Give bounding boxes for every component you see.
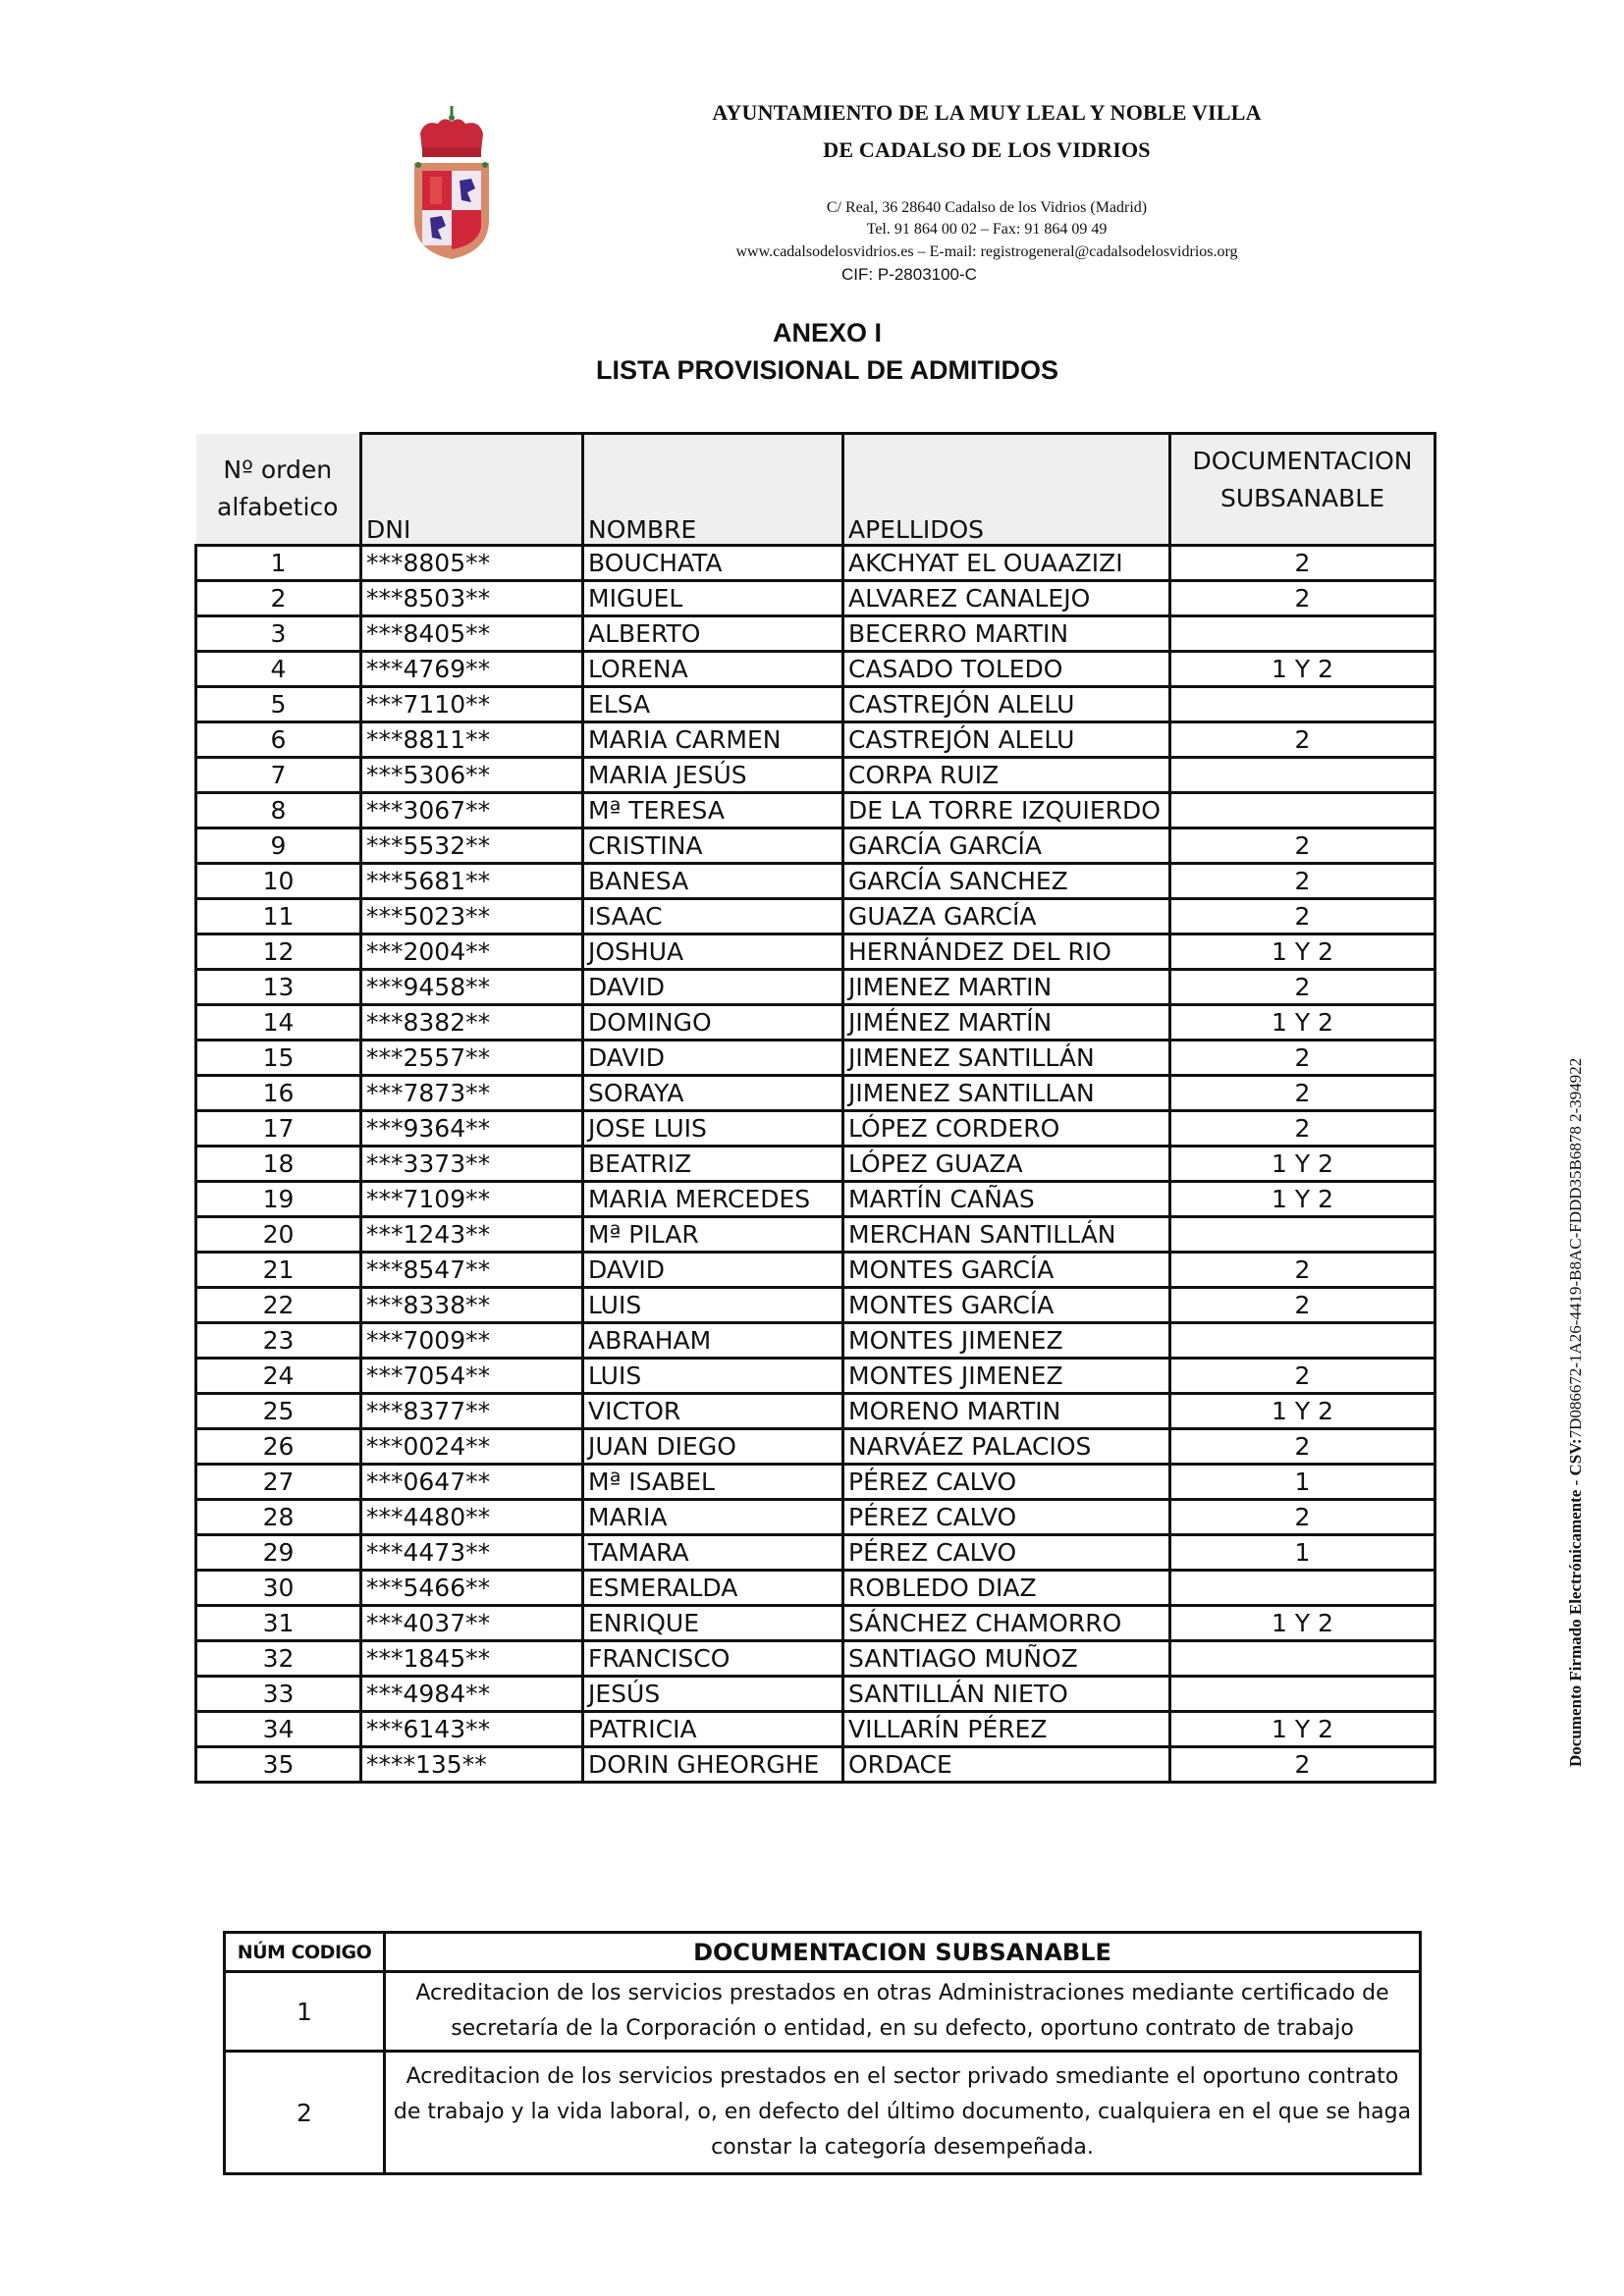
table-row [196, 1747, 1435, 1783]
cell-documentacion: 2 [1170, 722, 1435, 758]
legend-table [223, 1931, 1422, 2175]
cell-apellidos: PÉREZ CALVO [843, 1465, 1170, 1500]
cell-orden: 19 [196, 1182, 361, 1217]
phone-line: Tel. 91 864 00 02 – Fax: 91 864 09 49 [866, 221, 1108, 238]
legend-description: Acreditacion de los servicios prestados en el sector privado smediante el oportuno contrato de trabajo y la vida laboral, o, en defecto del último documento, cualquiera en el que se haga constar la categoría desempeñada. [385, 2052, 1421, 2174]
cell-nombre: MIGUEL [583, 581, 843, 616]
cell-apellidos: PÉREZ CALVO [843, 1535, 1170, 1571]
cell-nombre: BEATRIZ [583, 1147, 843, 1182]
col-header-dni: DNI [361, 434, 583, 546]
cell-documentacion: 1 [1170, 1535, 1435, 1571]
table-row [196, 1429, 1435, 1465]
cell-apellidos: MONTES JIMENEZ [843, 1359, 1170, 1394]
table-row [196, 899, 1435, 934]
legend-row [225, 1972, 1421, 2052]
cell-apellidos: MONTES GARCÍA [843, 1253, 1170, 1288]
cell-apellidos: JIMENEZ MARTIN [843, 970, 1170, 1005]
table-row [196, 1606, 1435, 1641]
table-row [196, 652, 1435, 687]
cell-documentacion: 1 Y 2 [1170, 934, 1435, 970]
cell-nombre: JOSHUA [583, 934, 843, 970]
cell-documentacion: 1 Y 2 [1170, 1394, 1435, 1429]
cell-apellidos: ORDACE [843, 1747, 1170, 1783]
cell-documentacion: 1 Y 2 [1170, 652, 1435, 687]
cell-documentacion [1170, 1217, 1435, 1253]
cell-orden: 4 [196, 652, 361, 687]
cell-apellidos: LÓPEZ CORDERO [843, 1111, 1170, 1147]
signature-csv: 7D086672-1A26-4419-B8AC-FDDD35B6878 2-394922 [1566, 1057, 1585, 1439]
cell-nombre: DAVID [583, 1253, 843, 1288]
cell-dni: ***8503** [361, 581, 583, 616]
cell-nombre: Mª TERESA [583, 793, 843, 828]
cell-apellidos: HERNÁNDEZ DEL RIO [843, 934, 1170, 970]
table-row [196, 1041, 1435, 1076]
cell-apellidos: ROBLEDO DIAZ [843, 1571, 1170, 1606]
cell-documentacion: 2 [1170, 828, 1435, 864]
cell-apellidos: CORPA RUIZ [843, 758, 1170, 793]
cell-apellidos: SANTILLÁN NIETO [843, 1677, 1170, 1712]
cell-dni: ***0647** [361, 1465, 583, 1500]
cell-apellidos: MONTES JIMENEZ [843, 1323, 1170, 1359]
cell-nombre: BANESA [583, 864, 843, 899]
cell-apellidos: NARVÁEZ PALACIOS [843, 1429, 1170, 1465]
cell-orden: 7 [196, 758, 361, 793]
cell-documentacion: 1 Y 2 [1170, 1606, 1435, 1641]
cell-orden: 17 [196, 1111, 361, 1147]
table-row [196, 1323, 1435, 1359]
cell-nombre: JESÚS [583, 1677, 843, 1712]
cell-orden: 2 [196, 581, 361, 616]
cell-dni: ***1243** [361, 1217, 583, 1253]
cell-orden: 9 [196, 828, 361, 864]
cell-documentacion [1170, 1677, 1435, 1712]
cell-orden: 16 [196, 1076, 361, 1111]
cell-nombre: MARIA MERCEDES [583, 1182, 843, 1217]
cell-dni: ***4480** [361, 1500, 583, 1535]
table-row [196, 722, 1435, 758]
cell-apellidos: LÓPEZ GUAZA [843, 1147, 1170, 1182]
table-row [196, 1076, 1435, 1111]
table-row [196, 1288, 1435, 1323]
cell-nombre: Mª PILAR [583, 1217, 843, 1253]
table-row [196, 616, 1435, 652]
cell-dni: ***8811** [361, 722, 583, 758]
cell-documentacion [1170, 1641, 1435, 1677]
cell-nombre: TAMARA [583, 1535, 843, 1571]
cell-apellidos: ALVAREZ CANALEJO [843, 581, 1170, 616]
cell-dni: ***2557** [361, 1041, 583, 1076]
cell-nombre: SORAYA [583, 1076, 843, 1111]
cell-documentacion [1170, 1323, 1435, 1359]
cell-apellidos: SÁNCHEZ CHAMORRO [843, 1606, 1170, 1641]
cell-apellidos: PÉREZ CALVO [843, 1500, 1170, 1535]
cell-dni: ***7110** [361, 687, 583, 722]
cell-orden: 5 [196, 687, 361, 722]
legend-header-description: DOCUMENTACION SUBSANABLE [385, 1933, 1421, 1972]
cell-dni: ***5466** [361, 1571, 583, 1606]
table-row [196, 1465, 1435, 1500]
table-row [196, 864, 1435, 899]
cell-documentacion [1170, 616, 1435, 652]
table-row [196, 934, 1435, 970]
cell-apellidos: MORENO MARTIN [843, 1394, 1170, 1429]
table-header-row [196, 434, 1435, 546]
cell-nombre: ESMERALDA [583, 1571, 843, 1606]
cell-orden: 14 [196, 1005, 361, 1041]
admitted-list-table [194, 432, 1436, 1784]
cell-documentacion [1170, 1571, 1435, 1606]
cell-orden: 34 [196, 1712, 361, 1747]
cif-line: CIF: P-2803100-C [841, 265, 977, 284]
cell-orden: 28 [196, 1500, 361, 1535]
cell-apellidos: CASTREJÓN ALELU [843, 687, 1170, 722]
cell-dni: ***8547** [361, 1253, 583, 1288]
cell-dni: ****135** [361, 1747, 583, 1783]
cell-dni: ***7009** [361, 1323, 583, 1359]
cell-documentacion: 2 [1170, 1111, 1435, 1147]
table-row [196, 1571, 1435, 1606]
table-row [196, 1005, 1435, 1041]
cell-nombre: ELSA [583, 687, 843, 722]
legend-description: Acreditacion de los servicios prestados en otras Administraciones mediante certificado de secretaría de la Corporación o entidad, en su defecto, oportuno contrato de trabajo [385, 1972, 1421, 2052]
table-row [196, 581, 1435, 616]
cell-apellidos: SANTIAGO MUÑOZ [843, 1641, 1170, 1677]
cell-dni: ***3067** [361, 793, 583, 828]
cell-documentacion: 1 [1170, 1465, 1435, 1500]
table-row [196, 1359, 1435, 1394]
cell-nombre: ALBERTO [583, 616, 843, 652]
cell-nombre: FRANCISCO [583, 1641, 843, 1677]
cell-dni: ***7109** [361, 1182, 583, 1217]
cell-documentacion: 2 [1170, 899, 1435, 934]
cell-apellidos: GARCÍA SANCHEZ [843, 864, 1170, 899]
cell-documentacion: 1 Y 2 [1170, 1147, 1435, 1182]
cell-orden: 13 [196, 970, 361, 1005]
cell-documentacion [1170, 687, 1435, 722]
cell-dni: ***9458** [361, 970, 583, 1005]
cell-nombre: JUAN DIEGO [583, 1429, 843, 1465]
electronic-signature-stamp [1566, 1058, 1586, 1767]
cell-dni: ***3373** [361, 1147, 583, 1182]
cell-dni: ***6143** [361, 1712, 583, 1747]
cell-dni: ***0024** [361, 1429, 583, 1465]
col-header-orden [196, 434, 361, 546]
col-header-documentacion [1170, 434, 1435, 546]
cell-dni: ***4473** [361, 1535, 583, 1571]
legend-header-row [225, 1933, 1421, 1972]
cell-orden: 15 [196, 1041, 361, 1076]
cell-apellidos: CASTREJÓN ALELU [843, 722, 1170, 758]
cell-dni: ***2004** [361, 934, 583, 970]
cell-apellidos: MONTES GARCÍA [843, 1288, 1170, 1323]
cell-dni: ***5681** [361, 864, 583, 899]
cell-nombre: DAVID [583, 1041, 843, 1076]
cell-nombre: MARIA JESÚS [583, 758, 843, 793]
table-row [196, 1677, 1435, 1712]
cell-documentacion [1170, 793, 1435, 828]
cell-dni: ***1845** [361, 1641, 583, 1677]
cell-orden: 32 [196, 1641, 361, 1677]
table-row [196, 546, 1435, 581]
table-row [196, 1712, 1435, 1747]
table-row [196, 1217, 1435, 1253]
cell-documentacion: 1 Y 2 [1170, 1005, 1435, 1041]
cell-dni: ***9364** [361, 1111, 583, 1147]
cell-documentacion: 2 [1170, 1253, 1435, 1288]
cell-dni: ***5023** [361, 899, 583, 934]
cell-documentacion: 2 [1170, 546, 1435, 581]
document-title: LISTA PROVISIONAL DE ADMITIDOS [595, 355, 1059, 385]
municipality-title-line2: DE CADALSO DE LOS VIDRIOS [823, 137, 1151, 162]
table-row [196, 758, 1435, 793]
cell-documentacion [1170, 758, 1435, 793]
cell-orden: 20 [196, 1217, 361, 1253]
cell-documentacion: 2 [1170, 581, 1435, 616]
cell-documentacion: 1 Y 2 [1170, 1712, 1435, 1747]
cell-nombre: JOSE LUIS [583, 1111, 843, 1147]
cell-dni: ***8805** [361, 546, 583, 581]
cell-orden: 29 [196, 1535, 361, 1571]
cell-dni: ***4769** [361, 652, 583, 687]
table-row [196, 1641, 1435, 1677]
table-row [196, 793, 1435, 828]
table-row [196, 1394, 1435, 1429]
cell-orden: 10 [196, 864, 361, 899]
cell-apellidos: GUAZA GARCÍA [843, 899, 1170, 934]
table-row [196, 1111, 1435, 1147]
cell-nombre: ENRIQUE [583, 1606, 843, 1641]
cell-nombre: BOUCHATA [583, 546, 843, 581]
cell-nombre: Mª ISABEL [583, 1465, 843, 1500]
cell-nombre: LORENA [583, 652, 843, 687]
cell-nombre: VICTOR [583, 1394, 843, 1429]
cell-apellidos: CASADO TOLEDO [843, 652, 1170, 687]
cell-documentacion: 1 Y 2 [1170, 1182, 1435, 1217]
cell-orden: 27 [196, 1465, 361, 1500]
cell-orden: 31 [196, 1606, 361, 1641]
cell-dni: ***8382** [361, 1005, 583, 1041]
cell-dni: ***8338** [361, 1288, 583, 1323]
cell-documentacion: 2 [1170, 1359, 1435, 1394]
cell-orden: 24 [196, 1359, 361, 1394]
cell-dni: ***8377** [361, 1394, 583, 1429]
table-row [196, 970, 1435, 1005]
cell-documentacion: 2 [1170, 1500, 1435, 1535]
cell-orden: 8 [196, 793, 361, 828]
cell-orden: 6 [196, 722, 361, 758]
cell-orden: 12 [196, 934, 361, 970]
cell-apellidos: JIMENEZ SANTILLÁN [843, 1041, 1170, 1076]
col-header-nombre: NOMBRE [583, 434, 843, 546]
cell-nombre: LUIS [583, 1359, 843, 1394]
cell-orden: 30 [196, 1571, 361, 1606]
cell-apellidos: MERCHAN SANTILLÁN [843, 1217, 1170, 1253]
cell-orden: 21 [196, 1253, 361, 1288]
table-row [196, 687, 1435, 722]
address-line: C/ Real, 36 28640 Cadalso de los Vidrios (Madrid) [826, 199, 1148, 216]
cell-apellidos: BECERRO MARTIN [843, 616, 1170, 652]
legend-code: 1 [225, 1972, 385, 2052]
cell-orden: 18 [196, 1147, 361, 1182]
cell-dni: ***4984** [361, 1677, 583, 1712]
cell-apellidos: JIMENEZ SANTILLAN [843, 1076, 1170, 1111]
cell-nombre: MARIA CARMEN [583, 722, 843, 758]
cell-orden: 26 [196, 1429, 361, 1465]
legend-code: 2 [225, 2052, 385, 2174]
table-row [196, 828, 1435, 864]
cell-documentacion: 2 [1170, 1288, 1435, 1323]
cell-dni: ***7054** [361, 1359, 583, 1394]
cell-nombre: MARIA [583, 1500, 843, 1535]
web-email-line: www.cadalsodelosvidrios.es – E-mail: registrogeneral@cadalsodelosvidrios.org [735, 243, 1238, 260]
col-header-doc-line2: SUBSANABLE [1220, 484, 1384, 512]
cell-nombre: DAVID [583, 970, 843, 1005]
col-header-orden-line1: Nº orden [223, 454, 333, 484]
table-row [196, 1500, 1435, 1535]
table-row [196, 1147, 1435, 1182]
municipality-title-line1: AYUNTAMIENTO DE LA MUY LEAL Y NOBLE VILLA [712, 100, 1262, 125]
cell-orden: 1 [196, 546, 361, 581]
cell-nombre: DORIN GHEORGHE [583, 1747, 843, 1783]
cell-nombre: LUIS [583, 1288, 843, 1323]
cell-orden: 23 [196, 1323, 361, 1359]
cell-orden: 11 [196, 899, 361, 934]
cell-nombre: ISAAC [583, 899, 843, 934]
table-row [196, 1182, 1435, 1217]
cell-dni: ***5306** [361, 758, 583, 793]
legend-header-code: NÚM CODIGO [225, 1933, 385, 1972]
signature-label: Documento Firmado Electrónicamente - CSV: [1566, 1438, 1585, 1767]
cell-apellidos: VILLARÍN PÉREZ [843, 1712, 1170, 1747]
cell-orden: 22 [196, 1288, 361, 1323]
cell-nombre: PATRICIA [583, 1712, 843, 1747]
cell-documentacion: 2 [1170, 970, 1435, 1005]
cell-dni: ***8405** [361, 616, 583, 652]
cell-documentacion: 2 [1170, 1747, 1435, 1783]
col-header-doc-line1: DOCUMENTACION [1192, 447, 1413, 475]
cell-orden: 3 [196, 616, 361, 652]
cell-orden: 35 [196, 1747, 361, 1783]
col-header-apellidos: APELLIDOS [843, 434, 1170, 546]
cell-apellidos: GARCÍA GARCÍA [843, 828, 1170, 864]
cell-nombre: ABRAHAM [583, 1323, 843, 1359]
annex-heading: ANEXO I [772, 318, 883, 347]
cell-apellidos: JIMÉNEZ MARTÍN [843, 1005, 1170, 1041]
cell-apellidos: AKCHYAT EL OUAAZIZI [843, 546, 1170, 581]
table-row [196, 1535, 1435, 1571]
legend-row [225, 2052, 1421, 2174]
cell-apellidos: DE LA TORRE IZQUIERDO [843, 793, 1170, 828]
cell-nombre: CRISTINA [583, 828, 843, 864]
col-header-orden-line2: alfabetico [217, 492, 339, 521]
table-row [196, 1253, 1435, 1288]
cell-orden: 25 [196, 1394, 361, 1429]
cell-apellidos: MARTÍN CAÑAS [843, 1182, 1170, 1217]
cell-documentacion: 2 [1170, 1429, 1435, 1465]
cell-dni: ***7873** [361, 1076, 583, 1111]
coat-of-arms-icon [410, 104, 493, 261]
cell-documentacion: 2 [1170, 1041, 1435, 1076]
cell-documentacion: 2 [1170, 1076, 1435, 1111]
cell-dni: ***4037** [361, 1606, 583, 1641]
cell-documentacion: 2 [1170, 864, 1435, 899]
cell-orden: 33 [196, 1677, 361, 1712]
cell-dni: ***5532** [361, 828, 583, 864]
cell-nombre: DOMINGO [583, 1005, 843, 1041]
